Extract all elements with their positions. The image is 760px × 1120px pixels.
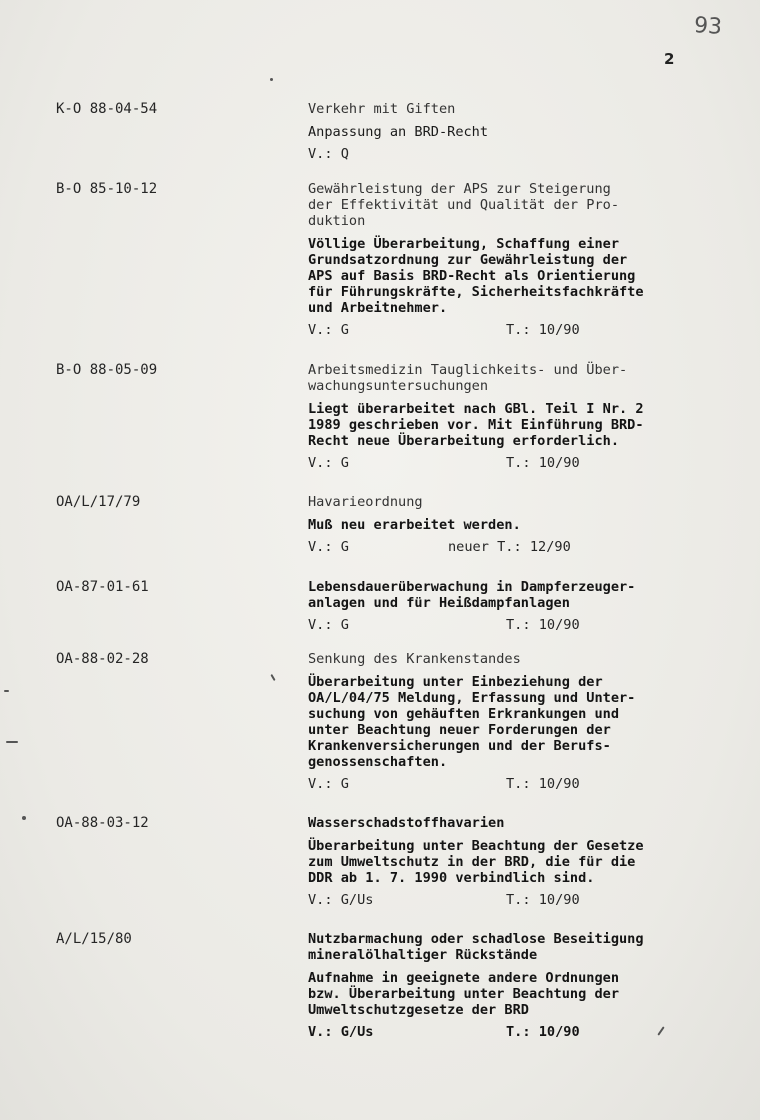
entry-title: Senkung des Krankenstandes [308, 651, 521, 667]
page-number: 2 [664, 50, 675, 68]
entry-meta [308, 617, 728, 633]
entry-description: Überarbeitung unter Einbeziehung der OA/L/04/75 Meldung, Erfassung und Unter- suchung von gehäuften Erkrankungen und unter Beachtung neuer Forderungen der Krankenversicherungen und der Berufs- genossenschaften. [308, 674, 636, 770]
entry-responsible: V.: G/Us [308, 892, 374, 908]
entry-title: Verkehr mit Giften [308, 101, 456, 117]
entry-body [308, 362, 728, 471]
entry-body [308, 651, 728, 792]
entry-code: K-O 88-04-54 [56, 101, 158, 117]
entry-title: Havarieordnung [308, 494, 423, 510]
entry-description: Muß neu erarbeitet werden. [308, 517, 521, 533]
entry-meta [308, 776, 728, 792]
entry-meta [308, 1024, 728, 1040]
entry-description: Aufnahme in geeignete andere Ordnungen bzw. Überarbeitung unter Beachtung der Umweltschutzgesetze der BRD [308, 970, 619, 1018]
entry-code: B-O 85-10-12 [56, 181, 158, 197]
scan-speck [4, 690, 9, 692]
entry-meta [308, 539, 728, 555]
entry-meta [308, 892, 728, 908]
entry-code: OA-88-03-12 [56, 815, 149, 831]
entry-meta [308, 146, 728, 162]
entry-description: Anpassung an BRD-Recht [308, 124, 489, 140]
entry-deadline: T.: 10/90 [506, 776, 580, 792]
scan-speck [270, 674, 275, 681]
entry-title: Nutzbarmachung oder schadlose Beseitigung mineralölhaltiger Rückstände [308, 931, 644, 963]
entry-description: Liegt überarbeitet nach GBl. Teil I Nr. 2 1989 geschrieben vor. Mit Einführung BRD- Recht neue Überarbeitung erforderlich. [308, 401, 644, 449]
entry-deadline: T.: 10/90 [506, 455, 580, 471]
entry-title: Wasserschadstoffhavarien [308, 815, 505, 831]
scan-speck [270, 78, 273, 81]
entry-code: OA/L/17/79 [56, 494, 141, 510]
entry-body [308, 101, 728, 162]
entry-responsible: V.: Q [308, 146, 349, 162]
entry-body [308, 931, 728, 1040]
scan-speck [6, 741, 18, 743]
entry-body [308, 815, 728, 908]
handwritten-archive-number: 93 [693, 13, 723, 40]
entry-title: Lebensdauerüberwachung in Dampferzeuger- anlagen und für Heißdampfanlagen [308, 579, 636, 611]
entry-code: B-O 88-05-09 [56, 362, 158, 378]
entry-code: OA-88-02-28 [56, 651, 149, 667]
entry-responsible: V.: G/Us [308, 1024, 374, 1040]
entry-body [308, 181, 728, 338]
entry-deadline: T.: 10/90 [506, 322, 580, 338]
entry-description: Völlige Überarbeitung, Schaffung einer Grundsatzordnung zur Gewährleistung der APS auf Basis BRD-Recht als Orientierung für Führungskräfte, Sicherheitsfachkräfte und Arbeitnehmer. [308, 236, 644, 316]
entry-title: Arbeitsmedizin Tauglichkeits- und Über- wachungsuntersuchungen [308, 362, 628, 394]
entry-deadline: neuer T.: 12/90 [448, 539, 571, 555]
entry-body [308, 494, 728, 555]
entry-deadline: T.: 10/90 [506, 892, 580, 908]
entry-meta [308, 455, 728, 471]
entry-code: OA-87-01-61 [56, 579, 149, 595]
entry-description: Überarbeitung unter Beachtung der Gesetze zum Umweltschutz in der BRD, die für die DDR ab 1. 7. 1990 verbindlich sind. [308, 838, 644, 886]
entry-responsible: V.: G [308, 455, 349, 471]
entry-deadline: T.: 10/90 [506, 617, 580, 633]
entry-responsible: V.: G [308, 776, 349, 792]
entry-code: A/L/15/80 [56, 931, 132, 947]
entry-responsible: V.: G [308, 539, 349, 555]
entry-meta [308, 322, 728, 338]
entry-responsible: V.: G [308, 322, 349, 338]
scan-speck [22, 816, 26, 820]
entry-deadline: T.: 10/90 [506, 1024, 580, 1040]
entry-title: Gewährleistung der APS zur Steigerung der Effektivität und Qualität der Pro- duktion [308, 181, 619, 229]
entry-responsible: V.: G [308, 617, 349, 633]
entry-body [308, 579, 728, 633]
